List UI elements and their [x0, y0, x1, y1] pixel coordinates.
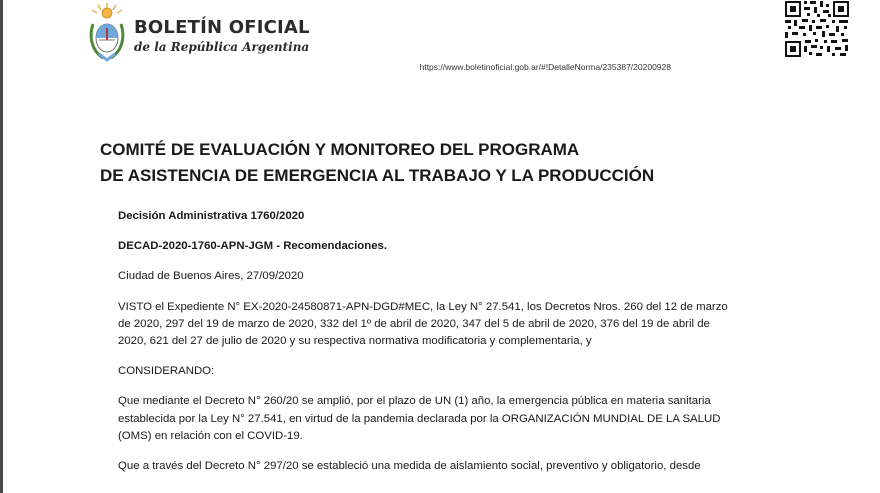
- coat-of-arms-icon: [87, 2, 127, 64]
- decision-number: Decisión Administrativa 1760/2020: [118, 210, 305, 222]
- paragraph-1: Que mediante el Decreto N° 260/20 se amplió, por el plazo de UN (1) año, la emergencia pública en materia sanitaria establecida por la Ley N° 27.541, en virtud de la pandemia declarada por la ORGANIZACIÓN MUNDIAL DE LA SALUD (OMS) en relación con el COVID-19.: [118, 395, 721, 442]
- visto-paragraph: VISTO el Expediente N° EX-2020-24580871-APN-DGD#MEC, la Ley N° 27.541, los Decretos Nros. 260 del 12 de marzo de 2020, 297 del 19 de marzo de 2020, 332 del 1º de abril de 2020, 347 del 5 de abril de 2020, 376 del 19 de abril de 2020, 621 del 27 de julio de 2020 y su respectiva normativa modificatoria y complementaria, y: [118, 300, 728, 348]
- place-date: Ciudad de Buenos Aires, 27/09/2020: [118, 270, 304, 283]
- header: [84, 0, 784, 80]
- page-edge: [0, 0, 3, 493]
- decision-code: DECAD-2020-1760-APN-JGM - Recomendaciones.: [118, 240, 388, 253]
- document-title-line-1: COMITÉ DE EVALUACIÓN Y MONITOREO DEL PROGRAMA: [100, 140, 580, 159]
- brand-title: BOLETÍN OFICIAL: [134, 17, 310, 38]
- document-body: [118, 208, 728, 488]
- brand: [134, 18, 310, 54]
- document-title-line-2: DE ASISTENCIA DE EMERGENCIA AL TRABAJO Y LA PRODUCCIÓN: [100, 166, 655, 185]
- considerando-heading: CONSIDERANDO:: [118, 365, 215, 378]
- qr-code-icon: [784, 0, 850, 58]
- document-url[interactable]: https://www.boletinoficial.gob.ar/#!DetalleNorma/235387/20200928: [419, 62, 671, 72]
- paragraph-2: Que a través del Decreto N° 297/20 se estableció una medida de aislamiento social, preventivo y obligatorio, desde: [118, 460, 701, 473]
- document-title: [100, 137, 800, 189]
- brand-subtitle: de la República Argentina: [134, 40, 310, 54]
